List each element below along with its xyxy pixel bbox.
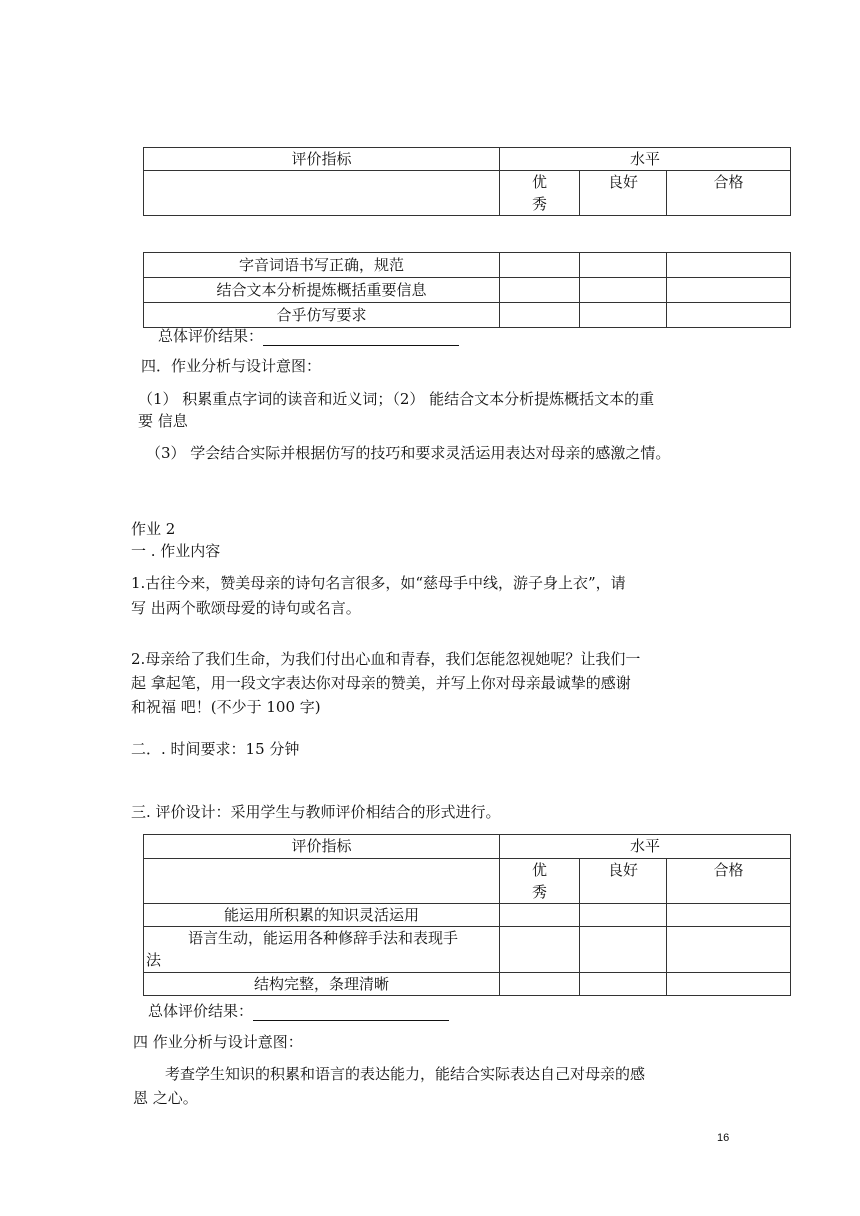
section-heading: 四．作业分析与设计意图： bbox=[141, 357, 322, 375]
time-requirement: 二．. 时间要求：15 分钟 bbox=[131, 740, 300, 758]
indicator-cell: 字音词语书写正确，规范 bbox=[144, 253, 500, 278]
evaluation-table-1-rows bbox=[143, 252, 791, 328]
question-line: 写 出两个歌颂母爱的诗句或名言。 bbox=[131, 599, 361, 617]
header-level: 水平 bbox=[500, 835, 791, 859]
overall-result-2: 总体评价结果： bbox=[148, 1000, 449, 1021]
indicator-cell: 结构完整，条理清晰 bbox=[144, 973, 500, 996]
level-excellent: 优秀 bbox=[500, 859, 580, 904]
level-pass: 合格 bbox=[667, 171, 791, 216]
evaluation-table-2 bbox=[143, 834, 791, 996]
table-row bbox=[144, 904, 791, 927]
overall-result-1: 总体评价结果： bbox=[158, 325, 459, 346]
indicator-cell: 语言生动，能运用各种修辞手法和表现手 法 bbox=[144, 927, 500, 973]
table-row bbox=[144, 253, 791, 278]
analysis-line: 要 信息 bbox=[138, 412, 188, 430]
question-line: 起 拿起笔，用一段文字表达你对母亲的赞美，并写上你对母亲最诚挚的感谢 bbox=[131, 674, 631, 692]
section-heading: 一 . 作业内容 bbox=[131, 542, 221, 560]
table-row bbox=[144, 973, 791, 996]
section-heading: 四 作业分析与设计意图： bbox=[133, 1033, 303, 1051]
empty-cell bbox=[144, 859, 500, 904]
level-good: 良好 bbox=[580, 859, 667, 904]
analysis-line: 考查学生知识的积累和语言的表达能力，能结合实际表达自己对母亲的感 bbox=[165, 1065, 646, 1083]
result-blank-line bbox=[253, 1006, 449, 1021]
analysis-line: 恩 之心。 bbox=[133, 1089, 198, 1107]
analysis-line: （1） 积累重点字词的读音和近义词；（2） 能结合文本分析提炼概括文本的重 bbox=[138, 390, 655, 408]
question-line: 和祝福 吧！(不少于 100 字) bbox=[131, 698, 321, 716]
indicator-cell: 结合文本分析提炼概括重要信息 bbox=[144, 278, 500, 303]
table-row bbox=[144, 278, 791, 303]
header-indicator: 评价指标 bbox=[144, 835, 500, 859]
header-level: 水平 bbox=[500, 148, 791, 171]
level-pass: 合格 bbox=[667, 859, 791, 904]
indicator-cell: 合乎仿写要求 bbox=[144, 303, 500, 328]
table-row bbox=[144, 927, 791, 973]
header-indicator: 评价指标 bbox=[144, 148, 500, 171]
level-good: 良好 bbox=[580, 171, 667, 216]
indicator-cell: 能运用所积累的知识灵活运用 bbox=[144, 904, 500, 927]
evaluation-table-1-header bbox=[143, 147, 791, 216]
homework-title: 作业 2 bbox=[131, 520, 176, 538]
table-row bbox=[144, 303, 791, 328]
result-blank-line bbox=[263, 331, 459, 346]
question-line: 1.古往今来，赞美母亲的诗句名言很多，如“慈母手中线，游子身上衣”，请 bbox=[131, 574, 626, 592]
evaluation-design: 三. 评价设计：采用学生与教师评价相结合的形式进行。 bbox=[131, 803, 501, 821]
level-excellent: 优秀 bbox=[500, 171, 580, 216]
analysis-line: （3） 学会结合实际并根据仿写的技巧和要求灵活运用表达对母亲的感激之情。 bbox=[146, 444, 671, 462]
page-number: 16 bbox=[717, 1132, 730, 1144]
question-line: 2.母亲给了我们生命，为我们付出心血和青春，我们怎能忽视她呢？让我们一 bbox=[131, 650, 641, 668]
empty-cell bbox=[144, 171, 500, 216]
